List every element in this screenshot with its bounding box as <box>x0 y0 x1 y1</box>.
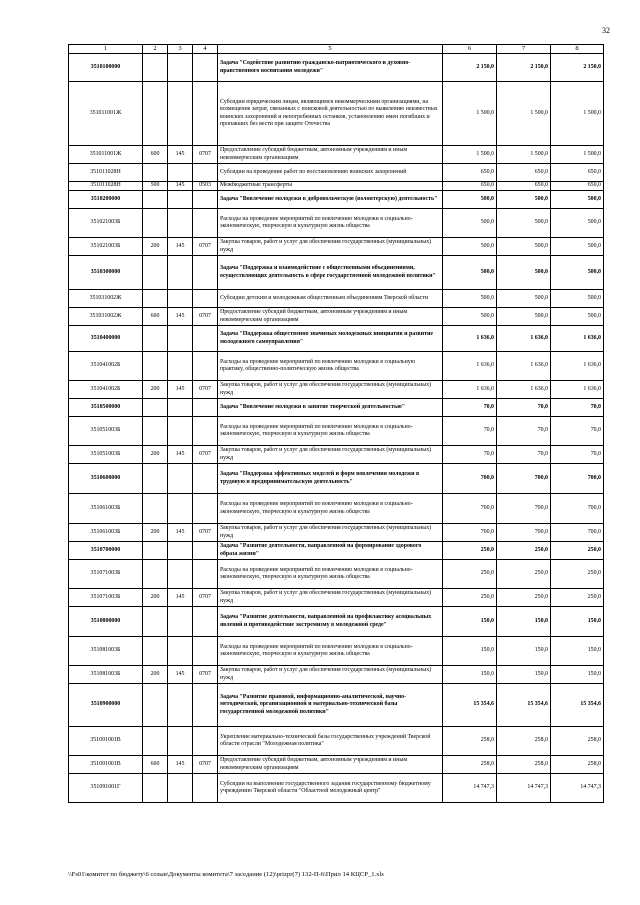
cell-col-4: 0707 <box>193 756 218 774</box>
cell-description: Задача "Поддержка эффективных моделей и форм вовлечения молодежи в трудовую и предпринимательскую деятельность" <box>218 464 443 494</box>
cell-value-7: 70,0 <box>497 446 551 464</box>
cell-code: 3510400000 <box>69 326 143 352</box>
cell-description: Расходы на проведение мероприятий по вовлечению молодежи в социально-экономическую, творческую и культурную жизнь общества <box>218 494 443 524</box>
table-row <box>69 182 604 191</box>
table-row <box>69 381 604 399</box>
cell-value-8: 258,0 <box>551 727 604 756</box>
cell-value-6: 250,0 <box>443 560 497 589</box>
cell-col-3 <box>168 326 193 352</box>
cell-col-3 <box>168 290 193 308</box>
cell-value-8: 700,0 <box>551 464 604 494</box>
cell-col-2: 200 <box>143 381 168 399</box>
cell-col-3 <box>168 607 193 637</box>
cell-col-2 <box>143 494 168 524</box>
cell-col-4: 0503 <box>193 182 218 191</box>
cell-value-7: 500,0 <box>497 238 551 256</box>
cell-code: 3510900000 <box>69 684 143 727</box>
cell-value-7: 500,0 <box>497 209 551 238</box>
cell-value-6: 500,0 <box>443 290 497 308</box>
cell-col-4 <box>193 191 218 209</box>
cell-value-6: 500,0 <box>443 209 497 238</box>
cell-col-4: 0707 <box>193 381 218 399</box>
table-row <box>69 756 604 774</box>
cell-code: 351041002Б <box>69 381 143 399</box>
cell-col-4 <box>193 209 218 238</box>
cell-col-4 <box>193 542 218 560</box>
cell-description: Задача "Поддержка и взаимодействие с общественными объединениями, осуществляющих деятельность в сфере государственной молодежной политики" <box>218 256 443 290</box>
cell-value-6: 700,0 <box>443 494 497 524</box>
cell-col-3 <box>168 352 193 381</box>
cell-value-8: 15 354,6 <box>551 684 604 727</box>
cell-value-7: 150,0 <box>497 666 551 684</box>
cell-description: Предоставление субсидий бюджетным, автономным учреждениям и иным некоммерческим организациям <box>218 308 443 326</box>
cell-col-4 <box>193 326 218 352</box>
cell-value-7: 1 500,0 <box>497 82 551 146</box>
cell-col-3 <box>168 560 193 589</box>
cell-value-8: 500,0 <box>551 308 604 326</box>
table-row <box>69 464 604 494</box>
cell-description: Расходы на проведение мероприятий по вовлечению молодежи в социально-экономическую, творческую и культурную жизнь общества <box>218 209 443 238</box>
cell-description: Задача "Вовлечение молодежи в добровольческую (волонтерскую) деятельность" <box>218 191 443 209</box>
cell-value-6: 15 354,6 <box>443 684 497 727</box>
cell-col-4 <box>193 256 218 290</box>
cell-col-3: 145 <box>168 381 193 399</box>
table-row <box>69 560 604 589</box>
cell-col-2: 600 <box>143 146 168 164</box>
cell-value-6: 500,0 <box>443 191 497 209</box>
cell-value-8: 700,0 <box>551 494 604 524</box>
cell-value-6: 500,0 <box>443 256 497 290</box>
cell-code: 351011001Ж <box>69 146 143 164</box>
table-row <box>69 238 604 256</box>
cell-value-8: 500,0 <box>551 256 604 290</box>
cell-code: 351051003Б <box>69 417 143 446</box>
cell-value-7: 258,0 <box>497 727 551 756</box>
cell-value-8: 250,0 <box>551 589 604 607</box>
cell-value-6: 2 150,0 <box>443 54 497 82</box>
cell-code: 351081003Б <box>69 666 143 684</box>
cell-value-8: 1 636,0 <box>551 381 604 399</box>
cell-value-7: 650,0 <box>497 182 551 191</box>
table-row <box>69 589 604 607</box>
cell-code: 351041002Б <box>69 352 143 381</box>
cell-value-6: 500,0 <box>443 238 497 256</box>
cell-value-8: 1 636,0 <box>551 326 604 352</box>
cell-code: 351091001В <box>69 727 143 756</box>
header-row <box>69 45 604 54</box>
table-row <box>69 637 604 666</box>
cell-col-3: 145 <box>168 589 193 607</box>
cell-description: Укрепление материально-технической базы государственных учреждений Тверской области отрасли "Молодежная политика" <box>218 727 443 756</box>
cell-value-8: 70,0 <box>551 446 604 464</box>
cell-code: 351031002Ж <box>69 290 143 308</box>
cell-value-6: 150,0 <box>443 666 497 684</box>
cell-value-8: 250,0 <box>551 542 604 560</box>
cell-value-8: 250,0 <box>551 560 604 589</box>
table-row <box>69 727 604 756</box>
cell-value-7: 15 354,6 <box>497 684 551 727</box>
cell-code: 351011028Н <box>69 164 143 182</box>
cell-code: 351081003Б <box>69 637 143 666</box>
cell-code: 351061003Б <box>69 524 143 542</box>
cell-col-2 <box>143 399 168 417</box>
table-row <box>69 308 604 326</box>
cell-col-4: 0707 <box>193 308 218 326</box>
cell-value-6: 258,0 <box>443 727 497 756</box>
table-row <box>69 54 604 82</box>
cell-col-3 <box>168 191 193 209</box>
header-col-3: 3 <box>168 45 193 54</box>
cell-col-2: 200 <box>143 238 168 256</box>
cell-code: 351011001Ж <box>69 82 143 146</box>
cell-col-2 <box>143 256 168 290</box>
cell-description: Задача "Развитие деятельности, направленной на профилактику асоциальных явлений и противодействие экстремизму в молодежной среде" <box>218 607 443 637</box>
cell-col-4 <box>193 417 218 446</box>
table-row <box>69 191 604 209</box>
cell-col-3: 145 <box>168 666 193 684</box>
cell-col-3: 145 <box>168 524 193 542</box>
cell-value-6: 650,0 <box>443 182 497 191</box>
cell-description: Расходы на проведение мероприятий по вовлечению молодежи в социально-экономическую, творческую и культурную жизнь общества <box>218 417 443 446</box>
cell-col-3 <box>168 417 193 446</box>
cell-description: Межбюджетные трансферты <box>218 182 443 191</box>
cell-value-6: 650,0 <box>443 164 497 182</box>
cell-col-4: 0707 <box>193 666 218 684</box>
cell-description: Задача "Развитие правовой, информационно-аналитической, научно-методической, организационной и материально-технической базы государственной молодежной политики" <box>218 684 443 727</box>
cell-col-2 <box>143 560 168 589</box>
cell-code: 351021003Б <box>69 209 143 238</box>
cell-col-4 <box>193 352 218 381</box>
cell-code: 351021003Б <box>69 238 143 256</box>
cell-value-7: 700,0 <box>497 494 551 524</box>
table-row <box>69 164 604 182</box>
cell-col-4 <box>193 82 218 146</box>
cell-col-3: 145 <box>168 446 193 464</box>
cell-value-6: 70,0 <box>443 417 497 446</box>
cell-col-2: 600 <box>143 308 168 326</box>
cell-description: Расходы на проведение мероприятий по вовлечению молодежи в социальную практику, общественно-политическую жизнь общества <box>218 352 443 381</box>
header-col-7: 7 <box>497 45 551 54</box>
cell-col-3: 145 <box>168 238 193 256</box>
cell-value-6: 70,0 <box>443 399 497 417</box>
cell-value-8: 150,0 <box>551 666 604 684</box>
cell-value-6: 1 500,0 <box>443 146 497 164</box>
cell-code: 351061003Б <box>69 494 143 524</box>
cell-col-2 <box>143 352 168 381</box>
cell-col-4 <box>193 727 218 756</box>
cell-code: 351071003Б <box>69 589 143 607</box>
cell-value-6: 250,0 <box>443 589 497 607</box>
cell-col-4 <box>193 607 218 637</box>
cell-description: Закупка товаров, работ и услуг для обеспечения государственных (муниципальных) нужд <box>218 446 443 464</box>
cell-col-4 <box>193 684 218 727</box>
cell-value-7: 1 636,0 <box>497 326 551 352</box>
cell-col-4 <box>193 399 218 417</box>
table-row <box>69 146 604 164</box>
cell-col-4 <box>193 464 218 494</box>
cell-col-2 <box>143 191 168 209</box>
cell-code: 351031002Ж <box>69 308 143 326</box>
cell-col-3 <box>168 542 193 560</box>
page-number: 32 <box>602 26 610 35</box>
cell-code: 3510500000 <box>69 399 143 417</box>
cell-description: Субсидии детским и молодежным общественным объединениям Тверской области <box>218 290 443 308</box>
cell-value-8: 1 500,0 <box>551 82 604 146</box>
cell-value-6: 1 636,0 <box>443 381 497 399</box>
cell-value-8: 500,0 <box>551 191 604 209</box>
cell-value-7: 250,0 <box>497 542 551 560</box>
cell-value-8: 14 747,3 <box>551 774 604 803</box>
table-row <box>69 326 604 352</box>
cell-description: Расходы на проведение мероприятий по вовлечению молодежи в социально-экономическую, творческую и культурную жизнь общества <box>218 560 443 589</box>
table-row <box>69 774 604 803</box>
cell-description: Предоставление субсидий бюджетным, автономным учреждениям и иным некоммерческим организациям <box>218 756 443 774</box>
cell-description: Закупка товаров, работ и услуг для обеспечения государственных (муниципальных) нужд <box>218 524 443 542</box>
cell-col-4 <box>193 774 218 803</box>
cell-code: 3510100000 <box>69 54 143 82</box>
cell-col-3 <box>168 637 193 666</box>
cell-value-8: 1 500,0 <box>551 146 604 164</box>
cell-col-4 <box>193 164 218 182</box>
cell-col-3 <box>168 82 193 146</box>
cell-col-2 <box>143 326 168 352</box>
cell-col-3: 145 <box>168 308 193 326</box>
cell-value-7: 14 747,3 <box>497 774 551 803</box>
cell-value-8: 500,0 <box>551 209 604 238</box>
table-row <box>69 290 604 308</box>
table-row <box>69 82 604 146</box>
cell-code: 351091001Г <box>69 774 143 803</box>
cell-col-4: 0707 <box>193 589 218 607</box>
cell-col-2: 500 <box>143 182 168 191</box>
cell-col-4 <box>193 637 218 666</box>
cell-col-2 <box>143 209 168 238</box>
cell-code: 3510700000 <box>69 542 143 560</box>
cell-value-7: 650,0 <box>497 164 551 182</box>
cell-value-6: 500,0 <box>443 308 497 326</box>
cell-col-3 <box>168 464 193 494</box>
cell-code: 3510600000 <box>69 464 143 494</box>
header-col-5: 5 <box>218 45 443 54</box>
cell-col-2: 200 <box>143 446 168 464</box>
cell-value-7: 700,0 <box>497 524 551 542</box>
cell-col-3 <box>168 684 193 727</box>
table-row <box>69 209 604 238</box>
header-col-8: 8 <box>551 45 604 54</box>
budget-table <box>68 44 604 803</box>
cell-value-7: 150,0 <box>497 637 551 666</box>
cell-col-2 <box>143 637 168 666</box>
cell-description: Закупка товаров, работ и услуг для обеспечения государственных (муниципальных) нужд <box>218 381 443 399</box>
cell-value-7: 700,0 <box>497 464 551 494</box>
cell-value-8: 500,0 <box>551 238 604 256</box>
cell-description: Субсидии юридическим лицам, являющимся некоммерческими организациями, на возмещение затрат, связанных с поисковой деятельностью по выявлению неизвестных воинских захоронений и непогребенных останков, установлению имен погибших и пропавших без вести при защите Отечества <box>218 82 443 146</box>
cell-col-2 <box>143 290 168 308</box>
cell-col-2: 200 <box>143 524 168 542</box>
cell-col-3 <box>168 727 193 756</box>
cell-col-2: 600 <box>143 756 168 774</box>
cell-value-7: 250,0 <box>497 560 551 589</box>
cell-col-2: 200 <box>143 589 168 607</box>
header-col-4: 4 <box>193 45 218 54</box>
cell-col-4 <box>193 290 218 308</box>
cell-value-7: 250,0 <box>497 589 551 607</box>
cell-description: Закупка товаров, работ и услуг для обеспечения государственных (муниципальных) нужд <box>218 666 443 684</box>
cell-col-2 <box>143 542 168 560</box>
header-col-1: 1 <box>69 45 143 54</box>
cell-value-7: 500,0 <box>497 191 551 209</box>
cell-value-6: 700,0 <box>443 464 497 494</box>
cell-col-4: 0707 <box>193 524 218 542</box>
cell-value-7: 1 636,0 <box>497 352 551 381</box>
header-col-6: 6 <box>443 45 497 54</box>
cell-code: 351091001В <box>69 756 143 774</box>
cell-value-6: 70,0 <box>443 446 497 464</box>
header-col-2: 2 <box>143 45 168 54</box>
cell-value-7: 1 500,0 <box>497 146 551 164</box>
cell-col-3: 145 <box>168 146 193 164</box>
cell-col-4 <box>193 494 218 524</box>
cell-col-2 <box>143 607 168 637</box>
table-row <box>69 524 604 542</box>
cell-description: Закупка товаров, работ и услуг для обеспечения государственных (муниципальных) нужд <box>218 238 443 256</box>
cell-description: Задача "Поддержка общественно значимых молодежных инициатив и развитие молодежного самоуправления" <box>218 326 443 352</box>
cell-value-7: 500,0 <box>497 290 551 308</box>
cell-col-2 <box>143 417 168 446</box>
cell-value-8: 650,0 <box>551 182 604 191</box>
table-row <box>69 446 604 464</box>
cell-description: Предоставление субсидий бюджетным, автономным учреждениям и иным некоммерческим организациям <box>218 146 443 164</box>
cell-value-8: 70,0 <box>551 417 604 446</box>
cell-value-8: 1 636,0 <box>551 352 604 381</box>
table-row <box>69 417 604 446</box>
cell-value-7: 150,0 <box>497 607 551 637</box>
cell-value-8: 150,0 <box>551 607 604 637</box>
cell-value-7: 70,0 <box>497 417 551 446</box>
cell-col-3 <box>168 209 193 238</box>
cell-value-8: 650,0 <box>551 164 604 182</box>
cell-value-7: 500,0 <box>497 308 551 326</box>
cell-col-2 <box>143 727 168 756</box>
cell-code: 351051003Б <box>69 446 143 464</box>
cell-description: Задача "Вовлечение молодежи в занятие творческой деятельностью" <box>218 399 443 417</box>
cell-col-4: 0707 <box>193 146 218 164</box>
cell-col-4: 0707 <box>193 238 218 256</box>
table-row <box>69 399 604 417</box>
cell-col-2 <box>143 82 168 146</box>
table-row <box>69 494 604 524</box>
cell-description: Задача "Развитие деятельности, направленной на формирование здорового образа жизни" <box>218 542 443 560</box>
cell-value-7: 70,0 <box>497 399 551 417</box>
cell-col-3 <box>168 164 193 182</box>
cell-code: 3510200000 <box>69 191 143 209</box>
cell-value-6: 250,0 <box>443 542 497 560</box>
cell-code: 3510300000 <box>69 256 143 290</box>
cell-col-4 <box>193 560 218 589</box>
cell-value-7: 500,0 <box>497 256 551 290</box>
cell-col-2 <box>143 164 168 182</box>
cell-col-2 <box>143 54 168 82</box>
cell-col-3 <box>168 494 193 524</box>
table-row <box>69 352 604 381</box>
cell-description: Закупка товаров, работ и услуг для обеспечения государственных (муниципальных) нужд <box>218 589 443 607</box>
cell-col-2 <box>143 774 168 803</box>
table-row <box>69 256 604 290</box>
cell-value-7: 258,0 <box>497 756 551 774</box>
cell-col-3 <box>168 774 193 803</box>
cell-description: Субсидии на выполнение государственного задания государственному бюджетному учреждению Тверской области "Областной молодежный центр" <box>218 774 443 803</box>
cell-value-8: 70,0 <box>551 399 604 417</box>
table-row <box>69 666 604 684</box>
table-row <box>69 684 604 727</box>
cell-col-2: 200 <box>143 666 168 684</box>
cell-value-6: 14 747,3 <box>443 774 497 803</box>
cell-code: 351011028Н <box>69 182 143 191</box>
cell-code: 3510800000 <box>69 607 143 637</box>
cell-col-3 <box>168 256 193 290</box>
cell-value-8: 258,0 <box>551 756 604 774</box>
cell-col-2 <box>143 684 168 727</box>
cell-value-6: 258,0 <box>443 756 497 774</box>
cell-value-6: 1 636,0 <box>443 326 497 352</box>
cell-value-8: 500,0 <box>551 290 604 308</box>
cell-value-8: 700,0 <box>551 524 604 542</box>
cell-col-3: 145 <box>168 182 193 191</box>
cell-code: 351071003Б <box>69 560 143 589</box>
cell-col-4 <box>193 54 218 82</box>
cell-value-6: 1 636,0 <box>443 352 497 381</box>
cell-description: Задача "Содействие развитию гражданско-патриотического и духовно- нравственного воспитания молодежи" <box>218 54 443 82</box>
cell-value-7: 1 636,0 <box>497 381 551 399</box>
cell-col-4: 0707 <box>193 446 218 464</box>
cell-col-3 <box>168 54 193 82</box>
table-row <box>69 542 604 560</box>
cell-value-6: 150,0 <box>443 637 497 666</box>
cell-col-2 <box>143 464 168 494</box>
cell-value-7: 2 150,0 <box>497 54 551 82</box>
cell-col-3 <box>168 399 193 417</box>
cell-value-6: 1 500,0 <box>443 82 497 146</box>
table-row <box>69 607 604 637</box>
cell-col-3: 145 <box>168 756 193 774</box>
cell-value-6: 150,0 <box>443 607 497 637</box>
cell-value-6: 700,0 <box>443 524 497 542</box>
cell-value-8: 150,0 <box>551 637 604 666</box>
cell-description: Расходы на проведение мероприятий по вовлечению молодежи в социально-экономическую, творческую и культурную жизнь общества <box>218 637 443 666</box>
cell-description: Субсидии на проведение работ по восстановлению воинских захоронений <box>218 164 443 182</box>
footer-file-path: \\Fs01\комитет по бюджету\6 созыв\Документы комитета\7 заседание (12)\prizpr(7) 132-П-6\Прил 14 КЦСР_1.xls <box>68 871 384 878</box>
cell-value-8: 2 150,0 <box>551 54 604 82</box>
